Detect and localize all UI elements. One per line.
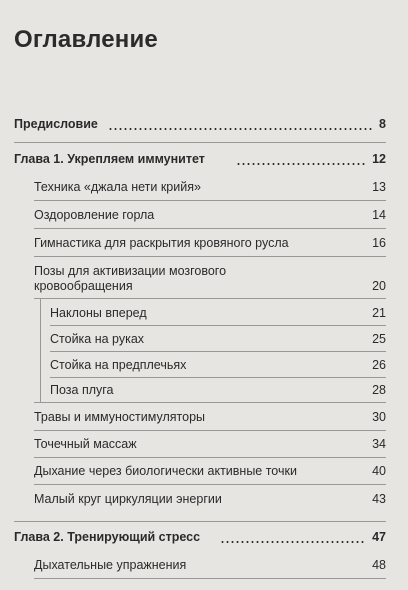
- dot-leader: [108, 128, 374, 130]
- toc-entry-page: 25: [372, 332, 386, 346]
- toc-entry-page: 12: [372, 152, 386, 166]
- divider: [14, 142, 386, 143]
- toc-entry[interactable]: [0, 306, 408, 326]
- divider: [34, 228, 386, 229]
- toc-entry-label: Техника «джала нети крийя»: [34, 180, 201, 194]
- toc-entry-page: 43: [372, 492, 386, 506]
- toc-entry-label: Оздоровление горла: [34, 208, 155, 222]
- toc-entry-page: 48: [372, 558, 386, 572]
- toc-entry-chapter-2[interactable]: [0, 530, 408, 550]
- toc-entry-page: 14: [372, 208, 386, 222]
- toc-entry-page: 8: [379, 117, 386, 131]
- toc-entry-page: 47: [372, 530, 386, 544]
- toc-entry-label: Глава 2. Тренирующий стресс: [14, 530, 201, 544]
- toc-entry-page: 20: [372, 279, 386, 293]
- page-title: Оглавление: [14, 26, 158, 53]
- toc-entry-label: Поза плуга: [50, 383, 114, 397]
- toc-entry-preface[interactable]: [0, 117, 408, 137]
- divider: [34, 484, 386, 485]
- toc-entry[interactable]: [0, 464, 408, 484]
- divider: [34, 200, 386, 201]
- dot-leader: [220, 541, 366, 543]
- toc-entry-page: 40: [372, 464, 386, 478]
- toc-entry[interactable]: [0, 437, 408, 457]
- toc-entry[interactable]: [0, 558, 408, 578]
- toc-entry-chapter-1[interactable]: [0, 152, 408, 172]
- toc-entry-label: Точечный массаж: [34, 437, 137, 451]
- toc-entry[interactable]: [0, 180, 408, 200]
- toc-entry[interactable]: [0, 236, 408, 256]
- divider: [50, 377, 386, 378]
- divider: [34, 402, 386, 403]
- toc-entry[interactable]: [0, 332, 408, 352]
- divider: [50, 325, 386, 326]
- divider: [50, 351, 386, 352]
- toc-entry-label: Глава 1. Укрепляем иммунитет: [14, 152, 205, 166]
- divider: [34, 256, 386, 257]
- toc-entry-label: Позы для активизации мозгового: [34, 264, 227, 278]
- toc-entry[interactable]: [0, 358, 408, 378]
- toc-entry[interactable]: [0, 492, 408, 512]
- toc-entry-label-continued: кровообращения: [34, 279, 133, 293]
- divider: [14, 521, 386, 522]
- divider: [34, 298, 386, 299]
- divider: [34, 578, 386, 579]
- toc-entry[interactable]: [0, 383, 408, 403]
- toc-entry[interactable]: [0, 208, 408, 228]
- toc-entry-label: Предисловие: [14, 117, 98, 131]
- toc-entry-page: 34: [372, 437, 386, 451]
- toc-entry-label: Дыхание через биологически активные точки: [34, 464, 297, 478]
- toc-entry-label: Дыхательные упражнения: [34, 558, 187, 572]
- dot-leader: [236, 163, 366, 165]
- toc-entry-label: Стойка на руках: [50, 332, 145, 346]
- divider: [34, 430, 386, 431]
- toc-entry-page: 28: [372, 383, 386, 397]
- toc-entry-label: Гимнастика для раскрытия кровяного русла: [34, 236, 289, 250]
- toc-entry[interactable]: [0, 410, 408, 430]
- toc-entry-page: 16: [372, 236, 386, 250]
- toc-entry-label: Стойка на предплечьях: [50, 358, 187, 372]
- toc-entry[interactable]: [0, 264, 408, 298]
- divider: [34, 457, 386, 458]
- toc-entry-label: Травы и иммуностимуляторы: [34, 410, 206, 424]
- toc-entry-label: Наклоны вперед: [50, 306, 147, 320]
- toc-entry-label: Малый круг циркуляции энергии: [34, 492, 222, 506]
- toc-entry-page: 30: [372, 410, 386, 424]
- toc-entry-page: 13: [372, 180, 386, 194]
- toc-entry-page: 21: [372, 306, 386, 320]
- toc-entry-page: 26: [372, 358, 386, 372]
